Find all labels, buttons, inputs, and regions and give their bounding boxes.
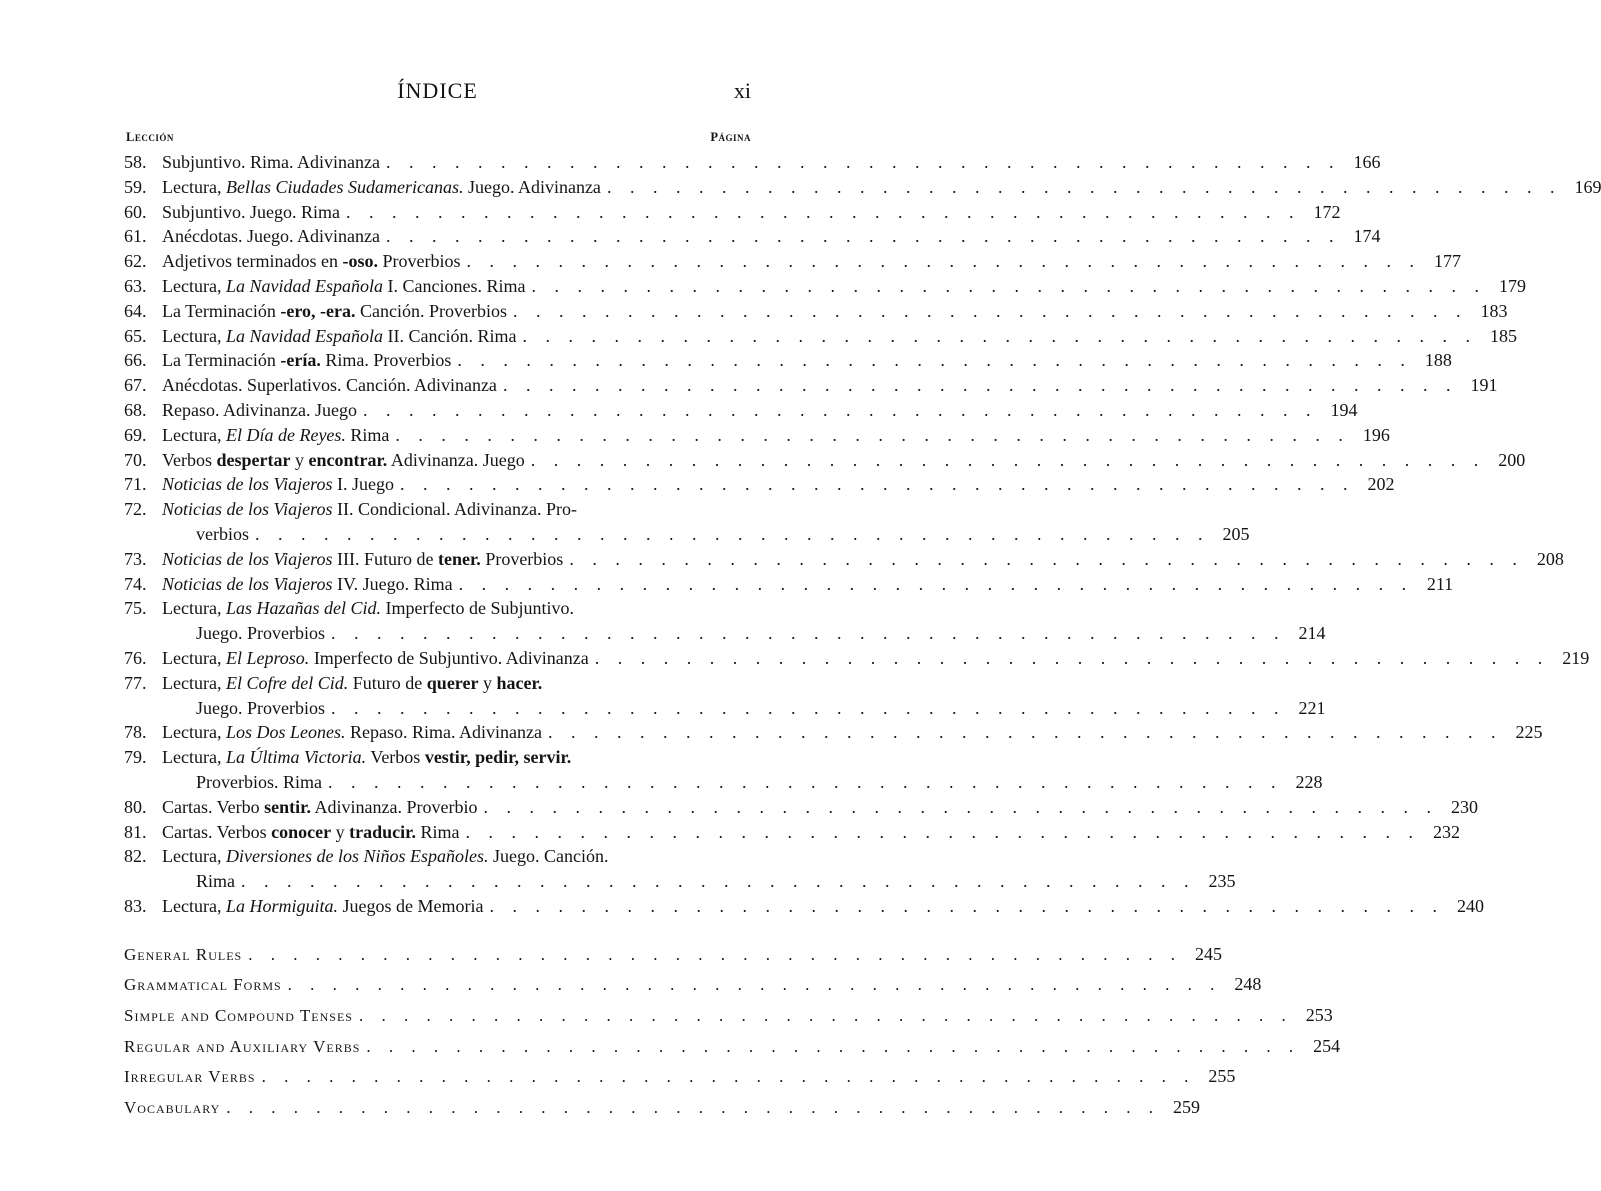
verb-term: encontrar. — [308, 449, 388, 470]
appendix-label: Irregular Verbs — [124, 1067, 256, 1087]
suffix-term: -ero, -era. — [280, 300, 356, 321]
lesson-title-part: Adivinanza. Proverbio — [311, 796, 478, 817]
lesson-title — [162, 472, 394, 497]
toc-entry-75-continued — [124, 621, 1326, 646]
lesson-title — [162, 720, 542, 745]
reading-title: Diversiones de los Niños Españoles. — [225, 846, 489, 867]
toc-entry-59 — [124, 175, 1601, 200]
reading-title: El Día de Reyes. — [225, 424, 346, 445]
page-ref: 194 — [1330, 399, 1358, 420]
reading-title: Bellas Ciudades Sudamericanas. — [225, 176, 464, 197]
lesson-number: 76. — [124, 647, 147, 668]
toc-entry-74 — [124, 572, 1454, 597]
lesson-title-part: Anécdotas. Juego. Adivinanza — [162, 226, 380, 247]
toc-entry-73 — [124, 547, 1564, 572]
lesson-number: 70. — [124, 449, 147, 470]
page-ref: 255 — [1208, 1066, 1236, 1087]
reading-title: Los Dos Leones. — [225, 722, 346, 743]
dot-leader: . . . . . . . . . . . . . . . . . . . . . . . . . . . . . . . . . . . . . . . . . . — [522, 325, 1477, 346]
dot-leader: . . . . . . . . . . . . . . . . . . . . . . . . . . . . . . . . . . . . . . . . . . — [466, 251, 1421, 272]
lesson-title-part: I. Juego — [332, 474, 394, 495]
lesson-title-part: Verbos — [366, 747, 425, 768]
lesson-number: 74. — [124, 573, 147, 594]
appendix-entry-grammatical-forms — [124, 969, 1262, 1000]
lesson-number: 75. — [124, 598, 147, 619]
page-ref: 172 — [1313, 201, 1341, 222]
reading-title: La Navidad Española — [225, 325, 383, 346]
lesson-title — [162, 249, 460, 274]
lesson-number: 72. — [124, 499, 147, 520]
appendix-label: General Rules — [124, 944, 243, 964]
lesson-title-part: Lectura, — [162, 722, 226, 743]
page-ref: 221 — [1298, 697, 1326, 718]
appendix-label: Regular and Auxiliary Verbs — [124, 1036, 361, 1056]
lesson-title — [162, 324, 516, 349]
page-ref: 174 — [1353, 226, 1381, 247]
lesson-title-part: Proverbios — [377, 251, 461, 272]
dot-leader: . . . . . . . . . . . . . . . . . . . . . . . . . . . . . . . . . . . . . . . . . . — [331, 623, 1286, 644]
reading-title: Noticias de los Viajeros — [162, 499, 333, 520]
lesson-number: 82. — [124, 846, 147, 867]
lesson-number: 61. — [124, 226, 147, 247]
suffix-term: -ería. — [280, 350, 321, 371]
dot-leader: . . . . . . . . . . . . . . . . . . . . . . . . . . . . . . . . . . . . . . . . . . — [606, 176, 1562, 197]
lesson-title — [162, 373, 497, 398]
lesson-title — [162, 894, 483, 919]
verb-term: traducir. — [349, 821, 416, 842]
toc-entry-80 — [124, 795, 1478, 820]
toc-entry-61 — [124, 224, 1381, 249]
dot-leader: . . . . . . . . . . . . . . . . . . . . . . . . . . . . . . . . . . . . . . . . . . — [241, 871, 1196, 892]
lesson-title-part: Rima. Proverbios — [320, 350, 452, 371]
lesson-number: 59. — [124, 176, 147, 197]
lesson-title — [162, 398, 357, 423]
lesson-title — [162, 200, 340, 225]
page-ref: 228 — [1295, 771, 1323, 792]
lesson-title — [162, 423, 389, 448]
page-ref: 185 — [1489, 325, 1517, 346]
dot-leader: . . . . . . . . . . . . . . . . . . . . . . . . . . . . . . . . . . . . . . . . . . — [255, 523, 1210, 544]
toc-entry-81 — [124, 820, 1460, 845]
lesson-number: 83. — [124, 895, 147, 916]
toc-entry-68 — [124, 398, 1358, 423]
toc-entry-75 — [124, 596, 751, 621]
toc-entry-77 — [124, 671, 751, 696]
reading-title: Noticias de los Viajeros — [162, 548, 333, 569]
dot-leader: . . . . . . . . . . . . . . . . . . . . . . . . . . . . . . . . . . . . . . . . . . — [358, 1006, 1293, 1026]
appendix-entry-vocabulary — [124, 1092, 1201, 1123]
reading-title: La Última Victoria. — [225, 747, 367, 768]
toc-entry-70 — [124, 448, 1526, 473]
page-ref: 166 — [1353, 152, 1381, 172]
reading-title: La Navidad Española — [225, 275, 383, 296]
lesson-title-part: Canción. Proverbios — [355, 300, 507, 321]
lesson-title-part: Futuro de — [348, 672, 427, 693]
dot-leader: . . . . . . . . . . . . . . . . . . . . . . . . . . . . . . . . . . . . . . . . . . — [386, 152, 1341, 172]
lesson-title — [162, 224, 380, 249]
page-ref: 240 — [1456, 895, 1484, 916]
lesson-title-part: Rima — [345, 424, 390, 445]
lesson-number: 69. — [124, 424, 147, 445]
lesson-title-part: Proverbios — [480, 548, 564, 569]
page-ref: 253 — [1305, 1005, 1333, 1026]
lesson-title-part: Lectura, — [162, 325, 226, 346]
page-ref: 205 — [1222, 523, 1250, 544]
lesson-title-part: Juegos de Memoria — [338, 895, 484, 916]
lesson-title-part: Lectura, — [162, 424, 226, 445]
verb-term: conocer — [271, 821, 332, 842]
dot-leader: . . . . . . . . . . . . . . . . . . . . . . . . . . . . . . . . . . . . . . . . . . — [287, 975, 1222, 995]
lesson-title — [162, 671, 542, 696]
lesson-title — [162, 596, 574, 621]
lesson-title — [162, 820, 459, 845]
lesson-title-part: La Terminación — [162, 350, 281, 371]
lesson-title-continuation: verbios — [196, 523, 249, 544]
column-headers — [124, 130, 751, 150]
toc-entry-67 — [124, 373, 1498, 398]
page-ref: 232 — [1432, 821, 1460, 842]
toc-entry-72 — [124, 497, 751, 522]
page-ref: 208 — [1536, 548, 1564, 569]
appendix-entry-regular-auxiliary-verbs — [124, 1031, 1341, 1062]
lesson-number: 73. — [124, 548, 147, 569]
lesson-title — [162, 497, 577, 522]
lesson-number: 67. — [124, 375, 147, 396]
page-ref: 259 — [1173, 1097, 1201, 1118]
page-ref: 191 — [1470, 375, 1498, 396]
lesson-title-part: Adjetivos terminados en — [162, 251, 343, 272]
lesson-number: 68. — [124, 399, 147, 420]
toc-entry-65 — [124, 324, 1517, 349]
page-ref: 245 — [1194, 943, 1222, 964]
lesson-title-continuation: Proverbios. Rima — [196, 771, 322, 792]
lesson-title-continuation: Rima — [196, 871, 235, 892]
lesson-title-continuation: Juego. Proverbios — [196, 623, 325, 644]
toc-entry-82 — [124, 844, 751, 869]
page-ref: 219 — [1562, 647, 1590, 668]
verb-term: hacer. — [496, 672, 543, 693]
lesson-number: 62. — [124, 251, 147, 272]
appendix-entry-simple-compound-tenses — [124, 1000, 1333, 1031]
page-ref: 202 — [1367, 474, 1395, 495]
toc-entry-78 — [124, 720, 1543, 745]
page-title: ÍNDICE — [397, 78, 478, 103]
reading-title: Noticias de los Viajeros — [162, 573, 333, 594]
lesson-title-part: Lectura, — [162, 672, 226, 693]
lesson-title — [162, 150, 380, 175]
dot-leader: . . . . . . . . . . . . . . . . . . . . . . . . . . . . . . . . . . . . . . . . . . — [458, 573, 1414, 594]
lesson-number: 77. — [124, 672, 147, 693]
lesson-title — [162, 547, 563, 572]
lesson-number: 64. — [124, 300, 147, 321]
lesson-title-part: Repaso. Rima. Adivinanza — [345, 722, 542, 743]
toc-entry-76 — [124, 646, 1590, 671]
lesson-number: 65. — [124, 325, 147, 346]
lesson-number: 60. — [124, 201, 147, 222]
dot-leader: . . . . . . . . . . . . . . . . . . . . . . . . . . . . . . . . . . . . . . . . . . — [530, 449, 1486, 470]
dot-leader: . . . . . . . . . . . . . . . . . . . . . . . . . . . . . . . . . . . . . . . . . . — [331, 697, 1286, 718]
lesson-number: 80. — [124, 796, 147, 817]
toc-entry-58 — [124, 150, 1381, 175]
lesson-title — [162, 175, 601, 200]
lesson-title-part: y — [478, 672, 497, 693]
toc-entry-62 — [124, 249, 1461, 274]
dot-leader: . . . . . . . . . . . . . . . . . . . . . . . . . . . . . . . . . . . . . . . . . . — [531, 275, 1486, 296]
lesson-title-part: I. Canciones. Rima — [382, 275, 526, 296]
dot-leader: . . . . . . . . . . . . . . . . . . . . . . . . . . . . . . . . . . . . . . . . . . — [226, 1098, 1161, 1118]
verb-term: sentir. — [264, 796, 311, 817]
toc-entry-83 — [124, 894, 1484, 919]
dot-leader: . . . . . . . . . . . . . . . . . . . . . . . . . . . . . . . . . . . . . . . . . . — [261, 1067, 1196, 1087]
lesson-number: 63. — [124, 275, 147, 296]
appendix-label: Simple and Compound Tenses — [124, 1006, 353, 1026]
dot-leader: . . . . . . . . . . . . . . . . . . . . . . . . . . . . . . . . . . . . . . . . . . — [328, 771, 1283, 792]
lesson-title-part: Juego. Canción. — [488, 846, 609, 867]
page-ref: 183 — [1480, 300, 1508, 321]
toc-entry-79-continued — [124, 770, 1323, 795]
verb-term: vestir, pedir, servir. — [424, 747, 572, 768]
lesson-title — [162, 348, 451, 373]
lesson-title-part: Verbos — [162, 449, 217, 470]
lesson-title — [162, 572, 453, 597]
page-ref: 248 — [1234, 974, 1262, 995]
toc-entry-79 — [124, 745, 751, 770]
lesson-title-part: Cartas. Verbos — [162, 821, 272, 842]
reading-title: El Cofre del Cid. — [225, 672, 349, 693]
lesson-column-header: Lección — [126, 130, 174, 144]
dot-leader: . . . . . . . . . . . . . . . . . . . . . . . . . . . . . . . . . . . . . . . . . . — [385, 226, 1341, 247]
toc-entry-82-continued — [124, 869, 1236, 894]
page-ref: 177 — [1433, 251, 1461, 272]
lesson-title-part: Repaso. Adivinanza. Juego — [162, 399, 357, 420]
page-ref: 196 — [1362, 424, 1390, 445]
lesson-title-part: Cartas. Verbo — [162, 796, 265, 817]
lesson-title-part: Lectura, — [162, 176, 226, 197]
dot-leader: . . . . . . . . . . . . . . . . . . . . . . . . . . . . . . . . . . . . . . . . . . — [569, 548, 1524, 569]
lesson-number: 71. — [124, 474, 147, 495]
lesson-number: 81. — [124, 821, 147, 842]
toc-entry-64 — [124, 299, 1508, 324]
lesson-title-part: Subjuntivo. Juego. Rima — [162, 201, 341, 222]
lesson-title-part: y — [331, 821, 350, 842]
page-ref: 169 — [1574, 176, 1601, 197]
toc-entry-60 — [124, 200, 1341, 225]
lesson-title-part: IV. Juego. Rima — [332, 573, 453, 594]
lesson-title-part: Subjuntivo. Rima. Adivinanza — [162, 152, 380, 172]
lesson-title-part: Imperfecto de Subjuntivo. — [381, 598, 574, 619]
table-of-contents — [124, 150, 1601, 1123]
lesson-title-part: Lectura, — [162, 598, 226, 619]
lesson-title-part: y — [290, 449, 309, 470]
dot-leader: . . . . . . . . . . . . . . . . . . . . . . . . . . . . . . . . . . . . . . . . . . — [395, 424, 1350, 445]
reading-title: El Leproso. — [225, 647, 310, 668]
page-ref: 254 — [1313, 1035, 1341, 1056]
lesson-number: 66. — [124, 350, 147, 371]
toc-entry-66 — [124, 348, 1452, 373]
dot-leader: . . . . . . . . . . . . . . . . . . . . . . . . . . . . . . . . . . . . . . . . . . — [465, 821, 1420, 842]
lesson-title-part: La Terminación — [162, 300, 281, 321]
lesson-title-part: III. Futuro de — [332, 548, 438, 569]
toc-entry-71 — [124, 472, 1395, 497]
page-header — [124, 78, 751, 108]
verb-term: despertar — [216, 449, 291, 470]
lesson-title-part: Juego. Adivinanza — [463, 176, 601, 197]
dot-leader: . . . . . . . . . . . . . . . . . . . . . . . . . . . . . . . . . . . . . . . . . . — [594, 647, 1550, 668]
toc-entry-69 — [124, 423, 1390, 448]
lesson-title-part: Imperfecto de Subjuntivo. Adivinanza — [309, 647, 589, 668]
dot-leader: . . . . . . . . . . . . . . . . . . . . . . . . . . . . . . . . . . . . . . . . . . — [346, 201, 1301, 222]
dot-leader: . . . . . . . . . . . . . . . . . . . . . . . . . . . . . . . . . . . . . . . . . . — [512, 300, 1468, 321]
reading-title: Las Hazañas del Cid. — [225, 598, 381, 619]
page-ref: 214 — [1298, 623, 1326, 644]
lesson-title-part: Lectura, — [162, 275, 226, 296]
toc-entry-77-continued — [124, 696, 1326, 721]
lesson-title-part: Lectura, — [162, 647, 226, 668]
lesson-title-part: Adivinanza. Juego — [387, 449, 525, 470]
page-column-header: Página — [710, 130, 751, 144]
page-ref: 211 — [1426, 573, 1454, 594]
lesson-title-continuation: Juego. Proverbios — [196, 697, 325, 718]
page-ref: 225 — [1515, 722, 1543, 743]
dot-leader: . . . . . . . . . . . . . . . . . . . . . . . . . . . . . . . . . . . . . . . . . . — [366, 1036, 1301, 1056]
lesson-title — [162, 646, 589, 671]
lesson-number: 79. — [124, 747, 147, 768]
lesson-number: 58. — [124, 152, 147, 172]
lesson-title-part: Lectura, — [162, 846, 226, 867]
page-ref: 188 — [1424, 350, 1452, 371]
lesson-title-part: II. Canción. Rima — [382, 325, 517, 346]
lesson-title — [162, 795, 477, 820]
lesson-title-part: Lectura, — [162, 895, 226, 916]
lesson-number: 78. — [124, 722, 147, 743]
dot-leader: . . . . . . . . . . . . . . . . . . . . . . . . . . . . . . . . . . . . . . . . . . — [457, 350, 1412, 371]
appendix-entry-irregular-verbs — [124, 1061, 1236, 1092]
dot-leader: . . . . . . . . . . . . . . . . . . . . . . . . . . . . . . . . . . . . . . . . . . — [362, 399, 1318, 420]
page-ref: 230 — [1450, 796, 1478, 817]
lesson-title-part: Anécdotas. Superlativos. Canción. Adivinanza — [162, 375, 497, 396]
dot-leader: . . . . . . . . . . . . . . . . . . . . . . . . . . . . . . . . . . . . . . . . . . — [502, 375, 1458, 396]
appendix-label: Grammatical Forms — [124, 975, 282, 995]
reading-title: Noticias de los Viajeros — [162, 474, 333, 495]
lesson-title-part: Lectura, — [162, 747, 226, 768]
lesson-title — [162, 448, 525, 473]
lesson-title — [162, 274, 525, 299]
suffix-term: -oso. — [342, 251, 378, 272]
lesson-title — [162, 745, 571, 770]
toc-entry-63 — [124, 274, 1526, 299]
page-ref: 200 — [1498, 449, 1526, 470]
dot-leader: . . . . . . . . . . . . . . . . . . . . . . . . . . . . . . . . . . . . . . . . . . — [547, 722, 1503, 743]
appendix-label: Vocabulary — [124, 1098, 221, 1118]
lesson-title — [162, 299, 507, 324]
page-number: xi — [733, 78, 751, 103]
verb-term: tener. — [437, 548, 481, 569]
toc-entry-72-continued — [124, 522, 1250, 547]
lesson-title-part: Rima — [415, 821, 460, 842]
dot-leader: . . . . . . . . . . . . . . . . . . . . . . . . . . . . . . . . . . . . . . . . . . — [489, 895, 1444, 916]
appendix-entry-general-rules — [124, 939, 1222, 970]
lesson-title-part: II. Condicional. Adivinanza. Pro- — [332, 499, 577, 520]
page-ref: 179 — [1498, 275, 1526, 296]
reading-title: La Hormiguita. — [225, 895, 338, 916]
lesson-title — [162, 844, 608, 869]
dot-leader: . . . . . . . . . . . . . . . . . . . . . . . . . . . . . . . . . . . . . . . . . . — [248, 944, 1182, 964]
dot-leader: . . . . . . . . . . . . . . . . . . . . . . . . . . . . . . . . . . . . . . . . . . — [400, 474, 1355, 495]
dot-leader: . . . . . . . . . . . . . . . . . . . . . . . . . . . . . . . . . . . . . . . . . . — [483, 796, 1438, 817]
page-ref: 235 — [1208, 871, 1236, 892]
verb-term: querer — [426, 672, 479, 693]
